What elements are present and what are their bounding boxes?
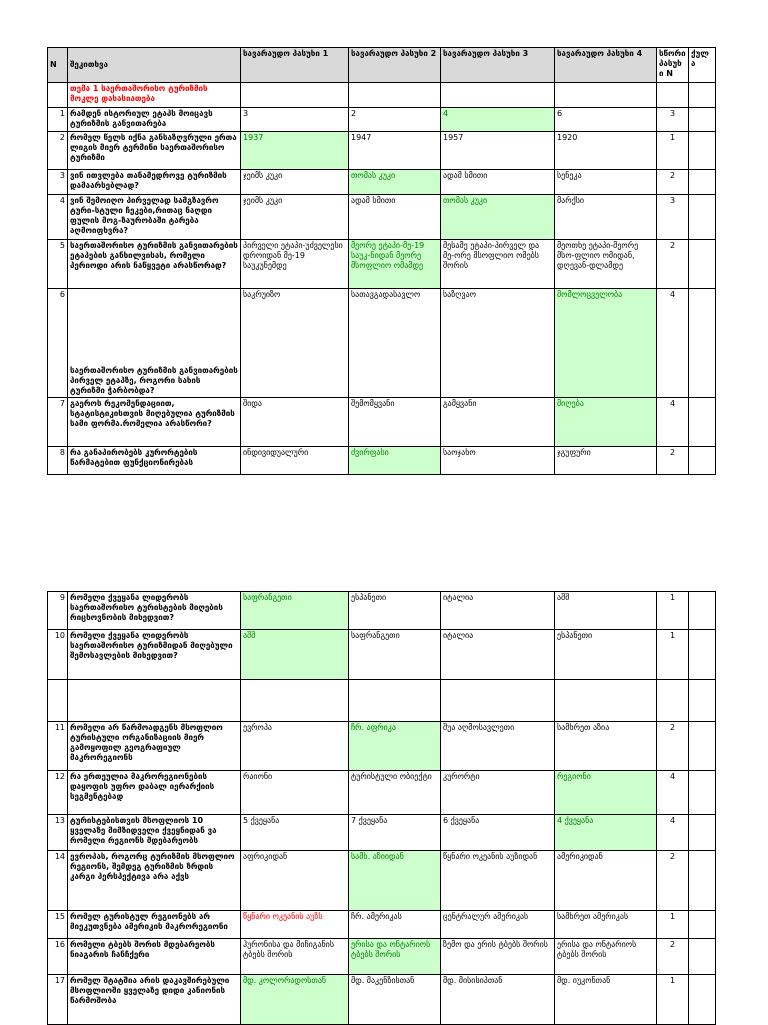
header-n: N xyxy=(48,48,68,83)
header-points: ქულა xyxy=(689,48,716,83)
table-row: 4 ვინ შემოიღო პირველად სამგზავრო ტური-სტული ჩეკები,რითაც ნაღდი ფულის მოგ-ზაურობაში ტარება აღმოიფხვრა? ჯეიმს კუკი ადამ სმითი თომას კუკი მარქსი 3 xyxy=(48,195,716,240)
table-row: 6 საერთაშორისო ტურიზმის განვითარების პირველ ეტაპზე, როგორი სახის ტურიზმი ჭარბობდა? საკრუიზო სათავგადასავლო საზღვაო მომლოცველობა 4 xyxy=(48,289,716,398)
header-answer-2: სავარაუდო პასუხი 2 xyxy=(349,48,441,83)
table-row: 17 რომელ შტატშია არის დაკავშირებული მსოფლიოში ყველაზე დიდი კანიონის წარმოშობა მდ. კოლორადოსთან მდ. მაკენზისთან მდ. მისისიპთან მდ. იუკონთან 1 xyxy=(48,975,716,1025)
table-row: 3 ვინ ითვლება თანამედროვე ტურიზმის დამაარსებლად? ჯეიმს კუკი თომას კუკი ადამ სმითი სენეკა 2 xyxy=(48,170,716,195)
questions-table-2 xyxy=(47,591,716,1025)
table-row: 15 რომელ ტურისტულ რეგიონებს არ მიეკუთვნება ამერიკის მაკრორეგიონი წყნარი ოკეანის აუზს ჩრ. ამერიკას ცენტრალურ ამერიკას სამხრეთ ამერიკას 1 xyxy=(48,911,716,939)
header-answer-3: სავარაუდო პასუხი 3 xyxy=(441,48,555,83)
table-row: 11 რომელი არ წარმოადგენს მსოფლიო ტურისტული ორგანიზაციის მიერ გამოყოფილ გეოგრაფიულ მაკრორეგიონს ევროპა ჩრ. აფრიკა შუა აღმოსავლეთი სამხრეთ აზია 2 xyxy=(48,722,716,771)
table-row: 7 გაეროს რეკომენდაციით, სტატისტიკისთვის მიღებულია ტურიზმის სამი ფორმა.რომელია არასწორი? შიდა შემომყვანი გამყვანი მიღება 4 xyxy=(48,398,716,447)
table-row: 2 რომელ წელს იქნა განსაზღვრული ერთა ლიგის მიერ ტერმინი საერთაშორისო ტურიზმი 1937 1947 1957 1920 1 xyxy=(48,132,716,170)
header-question: შეკითხვა xyxy=(68,48,241,83)
table-row: 9 რომელი ქვეყანა ლიდერობს საერთაშორისო ტურისტების მიღების რიცხოვნობის მიხედვით? საფრანგეთი ესპანეთი იტალია აშშ 1 xyxy=(48,592,716,630)
header-answer-1: სავარაუდო პასუხი 1 xyxy=(241,48,349,83)
header-correct: სწორი პასუხი N xyxy=(657,48,689,83)
table-row: 5 საერთაშორისო ტურიზმის განვითარების ეტაპების განხილვისას, რომელი პერიოდი არის ნაწყვეტი არასწორად? პირველი ეტაპი-უძველესი დროიდან მე-19 საუკუნემდე მეორე ეტაპი-მე-19 საუკ-ნიდან მეორე მსოფლიო ომამდე მესამე ეტაპი-პირველ და მე-ორე მსოფლიო ომებს შორის მეოთხე ეტაპი-მეორე მსო-ფლიო ომიდან, დღევან-დლამდე 2 xyxy=(48,240,716,289)
topic-title: თემა 1 საერთაშორისო ტურიზმის მოკლე დახასიათება xyxy=(68,83,241,108)
table-row: 14 ევროპას, როგორც ტურიზმის მსოფლიო რეგიონს, შემდეგ ტურიზმის ზრდის კარგი პერსპექტივა არა აქვს აფრიკიდან სამხ. აზიიდან წყნარი ოკეანის აუზიდან ამერიკიდან 2 xyxy=(48,851,716,911)
table-row: 10 რომელი ქვეყანა ლიდერობს საერთაშორისო ტურიზმიდან მიღებული შემოსავლების მიხედვით? აშშ საფრანგეთი იტალია ესპანეთი 1 xyxy=(48,630,716,680)
header-answer-4: სავარაუდო პასუხი 4 xyxy=(555,48,657,83)
questions-table-1 xyxy=(47,47,716,475)
table-row: 1 რამდენ ისტორიულ ეტაპს მოიცავს ტურიზმის განვითარება 3 2 4 6 3 xyxy=(48,108,716,132)
table-row: 16 რომელი ტბებს შორის მდებარეობს ნიაგარის ჩანჩქერი ჰურონისა და მიჩიგანის ტბებს შორის ერისა და ონტარიოს ტბებს შორის ზემო და ერის ტბებს შორის ერისა და ონტარიოს ტბებს შორის 2 xyxy=(48,939,716,975)
table-row: 13 ტურისტებისთვის მსოფლიოს 10 ყველაზე მიმზიდველი ქვეყნიდან ვა რომელი რეგიონს მდებარეობს 5 ქვეყანა 7 ქვეყანა 6 ქვეყანა 4 ქვეყანა 4 xyxy=(48,815,716,851)
table-row: 12 რა ერთეულია მაკრორეგიონების დაყოფის უფრო დაბალ იერარქიის სეგმენტებად რაიონი ტურისტული ობიექტი კურორტი რეგიონი 4 xyxy=(48,771,716,815)
table-row: 8 რა განაპირობებს კურორტების წარმატებით ფუნქციონირებას ინდივიდუალური ძვირფასი საოჯახო ჯგუფური 2 xyxy=(48,447,716,475)
